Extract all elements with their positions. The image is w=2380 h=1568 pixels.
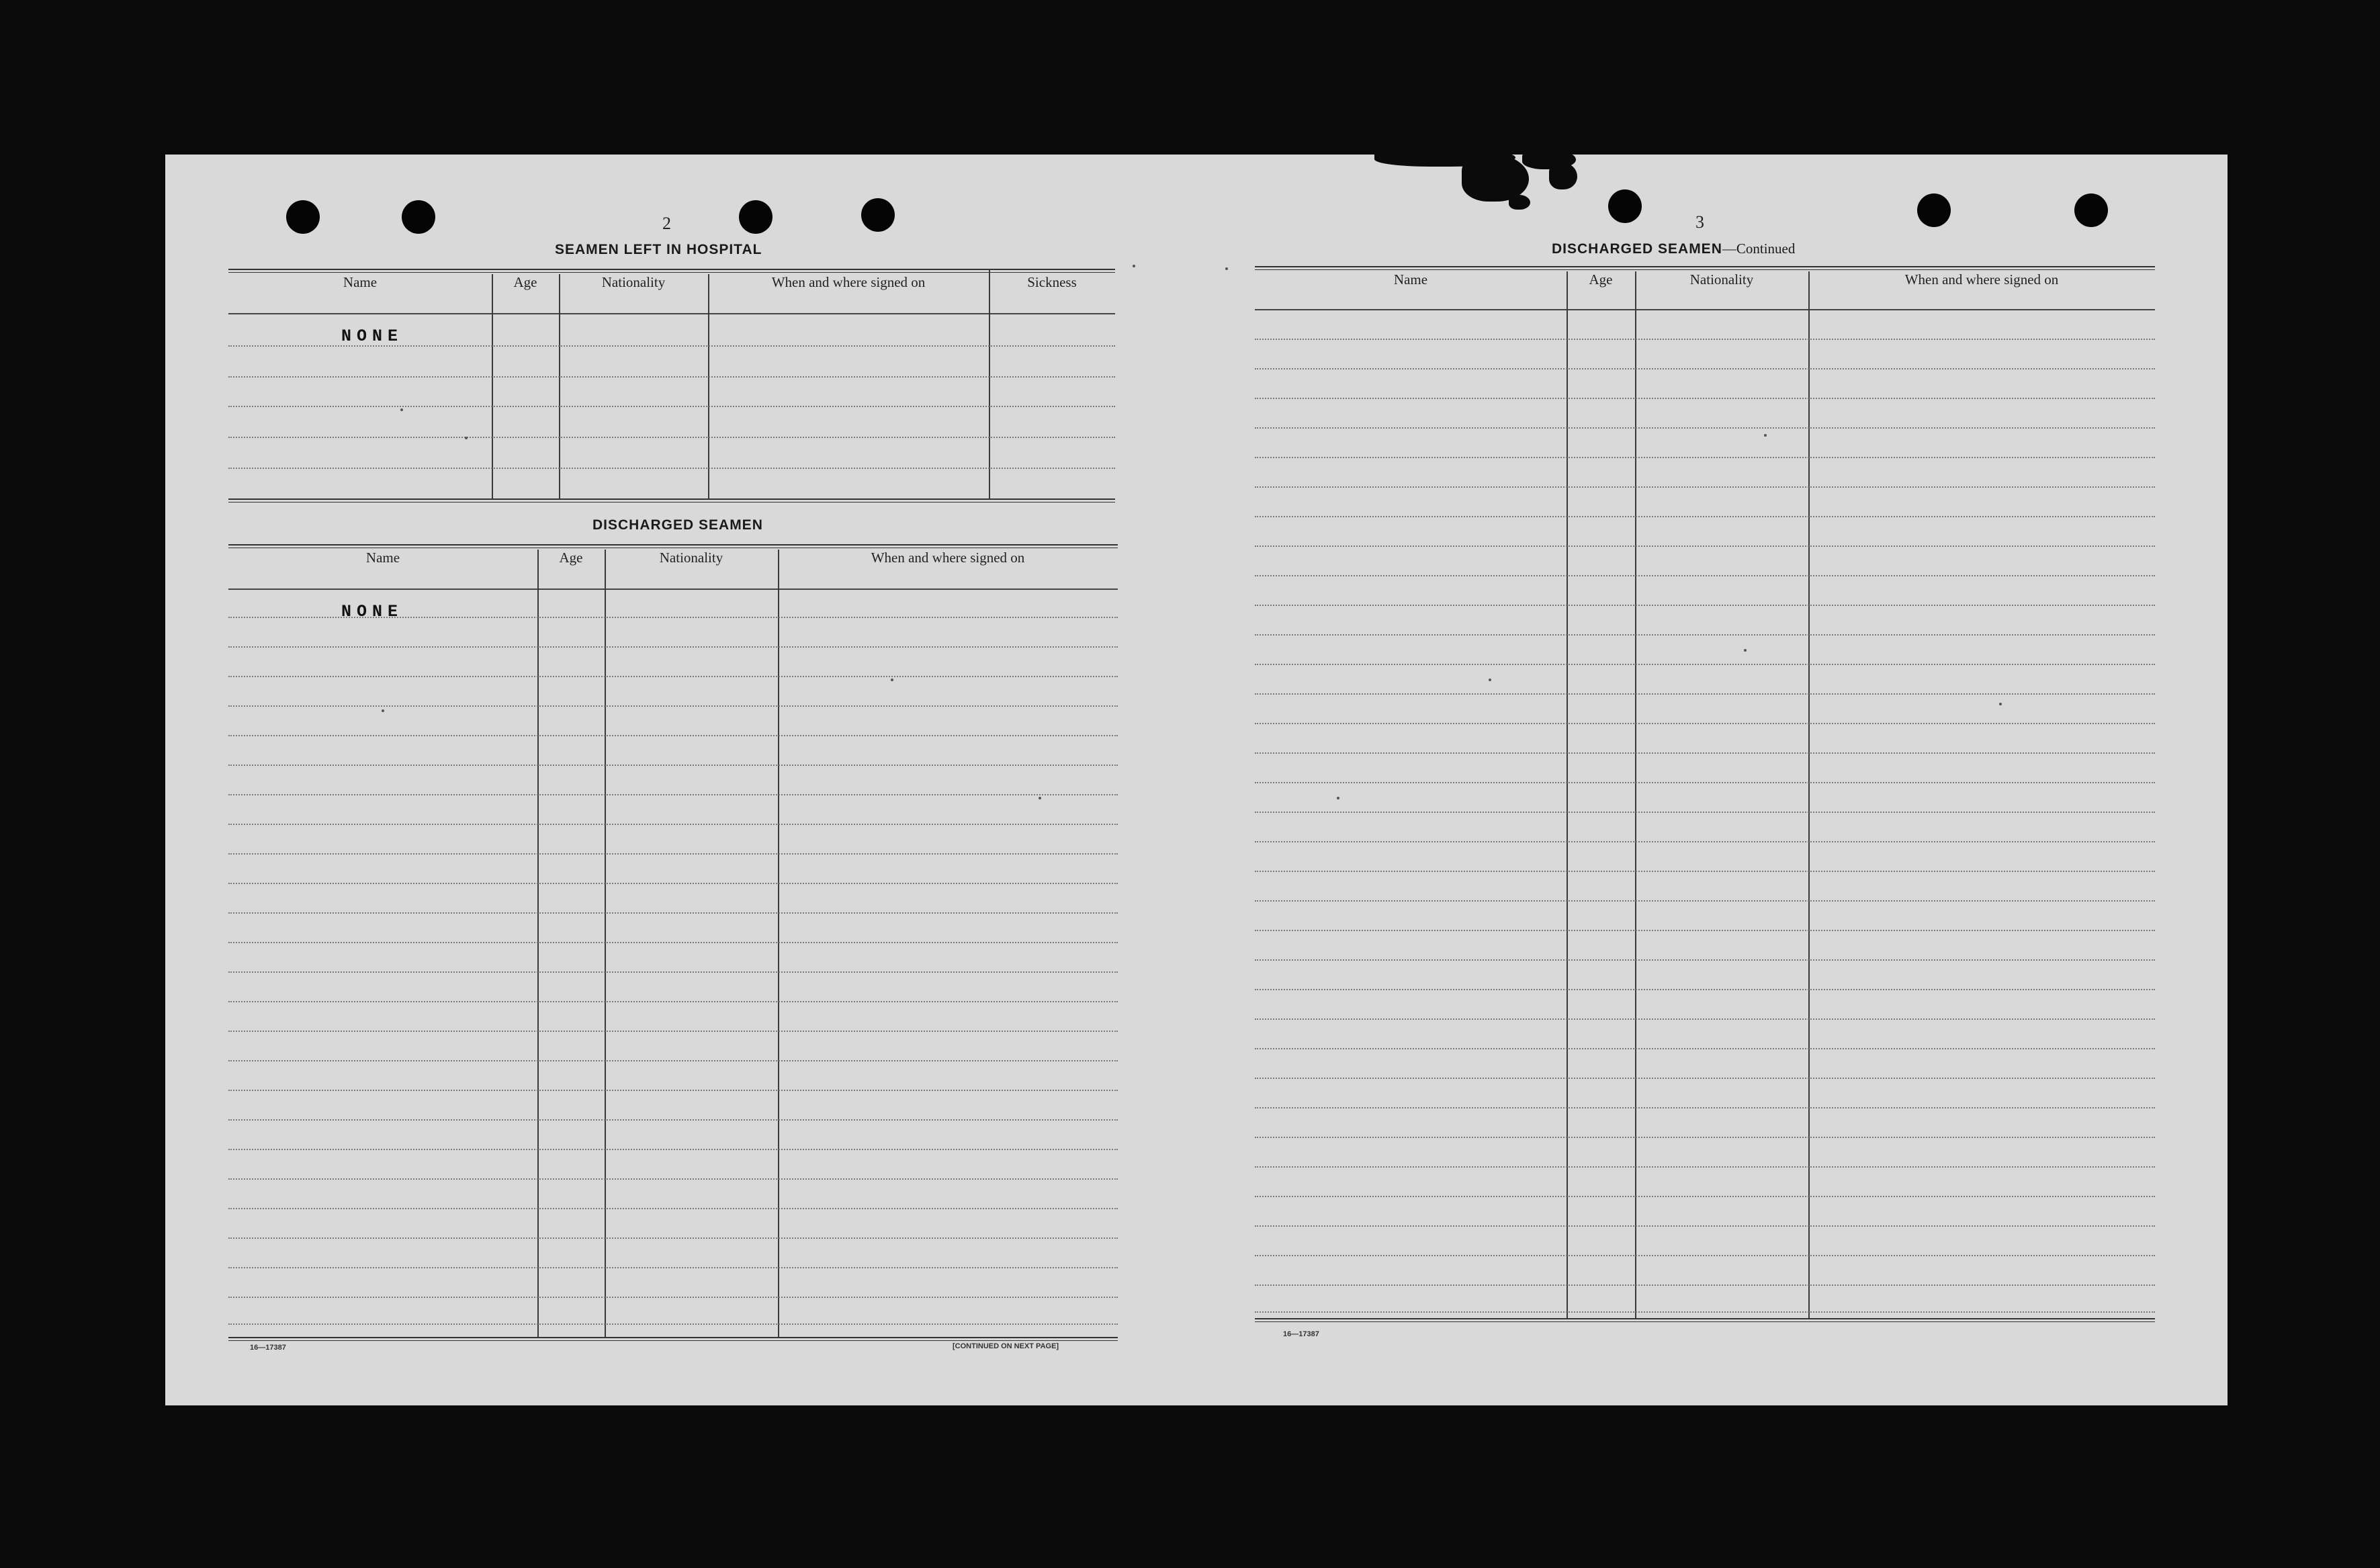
entry-line (228, 942, 1118, 943)
column-header-name: Name (365, 550, 400, 566)
discharged-section-title: DISCHARGED SEAMEN (592, 517, 763, 533)
continued-note: [CONTINUED ON NEXT PAGE] (953, 1342, 1059, 1350)
entry-line (1255, 1196, 2155, 1197)
punch-hole (1917, 193, 1951, 227)
column-header-name: Name (1393, 271, 1428, 288)
table-header-rule (228, 313, 1115, 314)
entry-line (228, 1237, 1118, 1239)
discharged-continued-title-main: DISCHARGED SEAMEN (1552, 241, 1722, 257)
discharged-continued-title-suffix: —Continued (1722, 241, 1796, 257)
punch-hole (286, 200, 320, 234)
entry-line (1255, 664, 2155, 665)
entry-line (1255, 989, 2155, 990)
column-header-age: Age (559, 550, 583, 566)
entry-line (1255, 1311, 2155, 1313)
entry-line (228, 1149, 1118, 1150)
column-divider (989, 269, 990, 500)
entry-line (228, 1208, 1118, 1209)
typed-entry-none: NONE (341, 326, 404, 346)
entry-line (228, 883, 1118, 884)
column-divider (605, 550, 606, 1338)
entry-line (228, 1119, 1118, 1121)
column-header-nationality: Nationality (659, 550, 723, 566)
entry-line (228, 406, 1115, 407)
entry-line (228, 468, 1115, 469)
punch-hole (739, 200, 773, 234)
form-code-right: 16—17387 (1283, 1330, 1319, 1338)
punch-hole (2074, 193, 2108, 227)
entry-line (228, 1060, 1118, 1061)
punch-hole (1608, 189, 1642, 223)
entry-line (1255, 368, 2155, 369)
entry-line (228, 1323, 1118, 1325)
page-number-left: 2 (662, 214, 671, 233)
column-divider (1808, 271, 1810, 1319)
entry-line (1255, 723, 2155, 724)
entry-line (228, 646, 1118, 648)
entry-line (1255, 605, 2155, 606)
entry-line (1255, 871, 2155, 872)
dust-speck (465, 437, 468, 439)
entry-line (1255, 634, 2155, 636)
entry-line (1255, 427, 2155, 429)
table-header-rule (1255, 309, 2155, 310)
entry-line (1255, 1137, 2155, 1138)
entry-line (1255, 486, 2155, 488)
entry-line (1255, 1107, 2155, 1108)
entry-line (1255, 900, 2155, 902)
entry-line (228, 1031, 1118, 1032)
entry-line (228, 676, 1118, 677)
entry-line (228, 912, 1118, 914)
column-divider (778, 550, 779, 1338)
entry-line (1255, 930, 2155, 931)
entry-line (1255, 812, 2155, 813)
dust-speck (382, 709, 384, 712)
entry-line (228, 705, 1118, 707)
entry-line (1255, 457, 2155, 458)
table-top-rule (1255, 266, 2155, 270)
entry-line (228, 1090, 1118, 1091)
torn-edge (1509, 195, 1530, 210)
entry-line (1255, 693, 2155, 695)
table-top-rule (228, 544, 1118, 548)
dust-speck (1337, 797, 1339, 799)
entry-line (228, 794, 1118, 795)
entry-line (1255, 1048, 2155, 1049)
dust-speck (1489, 679, 1491, 681)
entry-line (228, 376, 1115, 378)
entry-line (228, 735, 1118, 736)
entry-line (228, 853, 1118, 855)
entry-line (1255, 546, 2155, 547)
dust-speck (400, 408, 403, 411)
ledger-sheet (165, 155, 2228, 1405)
dust-speck (1039, 797, 1041, 799)
dust-speck (1133, 265, 1135, 267)
column-header-signed-on: When and where signed on (771, 274, 926, 290)
entry-line (1255, 398, 2155, 399)
entry-line (228, 1001, 1118, 1002)
column-header-signed-on: When and where signed on (871, 550, 1025, 566)
entry-line (1255, 1078, 2155, 1079)
entry-line (228, 437, 1115, 438)
entry-line (228, 765, 1118, 766)
dust-speck (1999, 703, 2002, 705)
column-header-nationality: Nationality (601, 274, 666, 290)
table-bottom-rule (228, 1337, 1118, 1341)
entry-line (228, 971, 1118, 973)
column-divider (1567, 271, 1568, 1319)
entry-line (1255, 1225, 2155, 1227)
form-code-left: 16—17387 (250, 1344, 286, 1352)
dust-speck (1764, 434, 1767, 437)
table-top-rule (228, 269, 1115, 273)
column-header-signed-on: When and where signed on (1904, 271, 2059, 288)
entry-line (228, 824, 1118, 825)
table-bottom-rule (1255, 1318, 2155, 1322)
page-number-right: 3 (1695, 212, 1704, 232)
hospital-section-title: SEAMEN LEFT IN HOSPITAL (555, 242, 762, 257)
entry-line (1255, 516, 2155, 517)
column-divider (1635, 271, 1636, 1319)
discharged-table-right (1255, 266, 2155, 1323)
punch-hole (861, 198, 895, 232)
discharged-table-left (228, 544, 1118, 1377)
entry-line (1255, 1284, 2155, 1286)
column-divider (492, 274, 493, 500)
column-divider (559, 274, 560, 500)
table-header-rule (228, 589, 1118, 590)
entry-line (228, 1178, 1118, 1180)
column-header-nationality: Nationality (1689, 271, 1754, 288)
dust-speck (1225, 267, 1228, 270)
entry-line (1255, 575, 2155, 576)
column-header-name: Name (343, 274, 378, 290)
entry-line (1255, 1166, 2155, 1168)
entry-line (1255, 841, 2155, 842)
typed-entry-none: NONE (341, 602, 404, 621)
dust-speck (891, 679, 893, 681)
table-bottom-rule (228, 498, 1115, 503)
dust-speck (1744, 649, 1747, 652)
entry-line (1255, 339, 2155, 340)
column-header-age: Age (513, 274, 537, 290)
entry-line (1255, 1018, 2155, 1020)
column-header-age: Age (1589, 271, 1613, 288)
discharged-continued-title (1552, 241, 1795, 257)
punch-hole (402, 200, 435, 234)
torn-edge (1549, 163, 1577, 189)
entry-line (228, 1297, 1118, 1298)
column-divider (537, 550, 539, 1338)
entry-line (1255, 782, 2155, 783)
column-divider (708, 274, 709, 500)
entry-line (1255, 1255, 2155, 1256)
entry-line (1255, 752, 2155, 754)
entry-line (228, 1267, 1118, 1268)
entry-line (1255, 959, 2155, 961)
column-header-sickness: Sickness (1027, 274, 1077, 290)
